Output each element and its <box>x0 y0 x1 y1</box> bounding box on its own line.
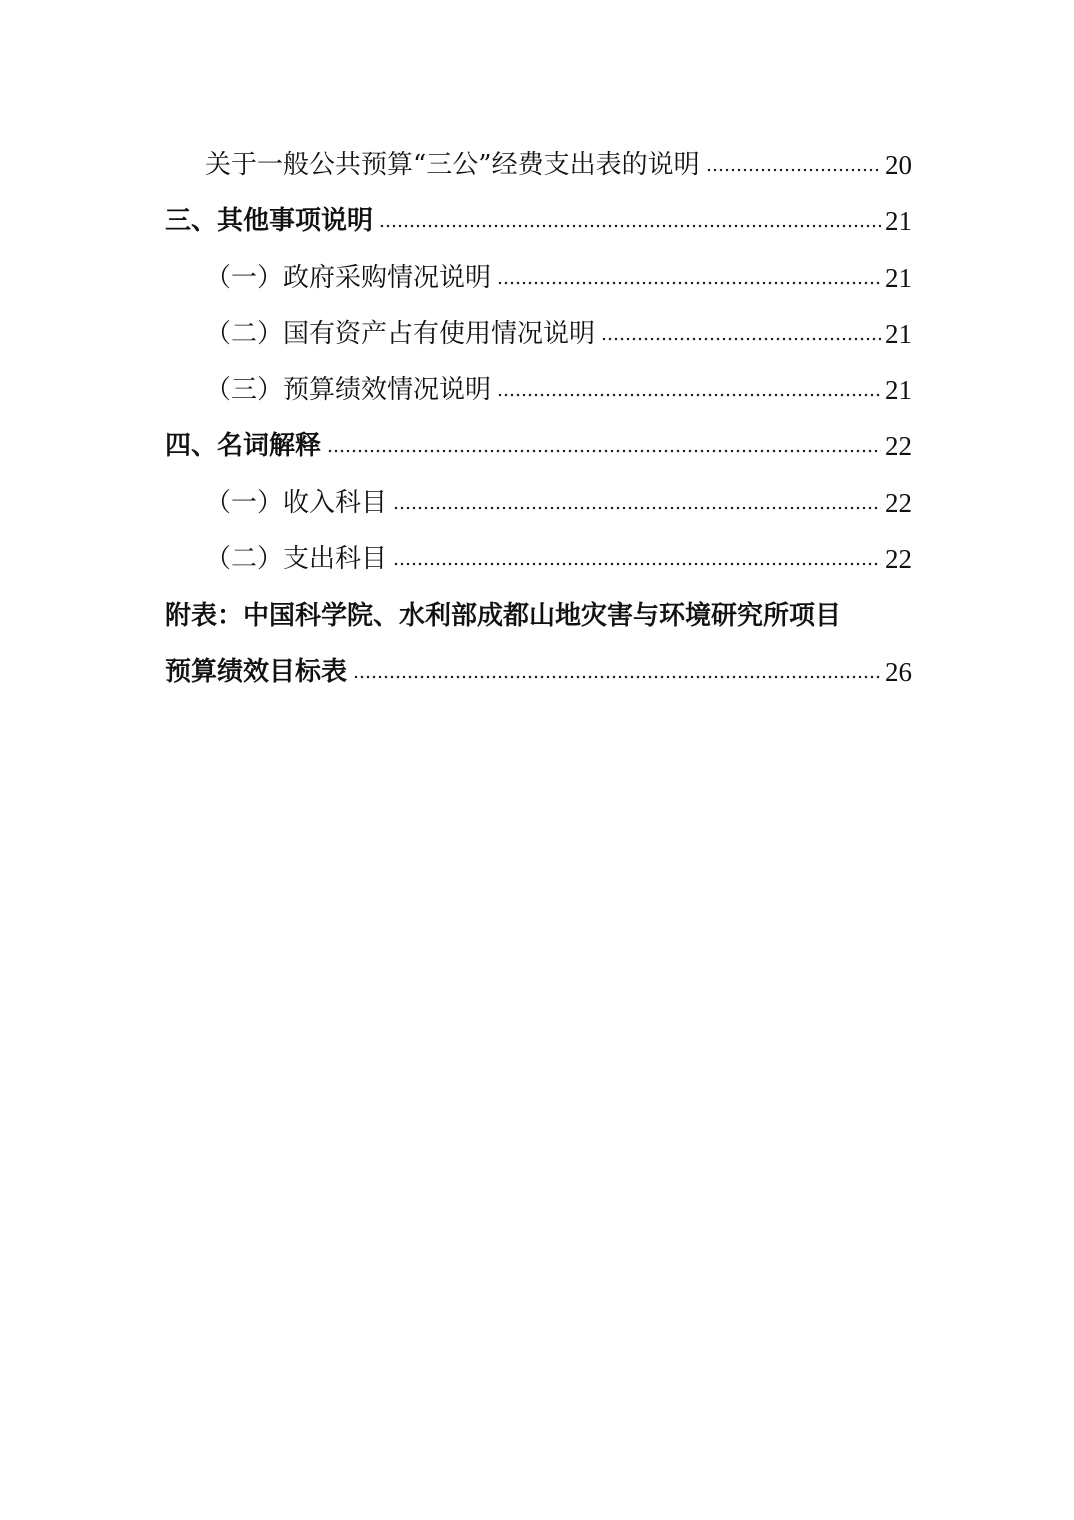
toc-entry-title: （二）支出科目 <box>205 544 388 574</box>
toc-dot-leader <box>393 503 881 513</box>
toc-entry-budget-performance[interactable] <box>205 363 912 407</box>
toc-dot-leader <box>497 278 881 288</box>
toc-entry-page: 21 <box>885 206 912 236</box>
toc-dot-leader <box>379 221 881 231</box>
toc-dot-leader <box>353 672 881 682</box>
toc-dot-leader <box>393 559 881 569</box>
toc-entry-state-assets[interactable] <box>205 307 912 351</box>
toc-entry-title: 四、名词解释 <box>165 431 322 461</box>
toc-entry-glossary[interactable] <box>165 419 912 463</box>
toc-entry-income-items[interactable] <box>205 476 912 520</box>
toc-entry-title: （三）预算绩效情况说明 <box>205 375 492 405</box>
toc-entry-appendix[interactable] <box>165 645 912 689</box>
toc-entry-page: 21 <box>885 319 912 349</box>
toc-appendix-title-line2: 预算绩效目标表 <box>165 657 348 687</box>
toc-entry-expenditure-items[interactable] <box>205 532 912 576</box>
toc-entry-sangong-expenditure[interactable] <box>205 138 912 182</box>
toc-entry-page: 20 <box>885 150 912 180</box>
toc-entry-government-procurement[interactable] <box>205 251 912 295</box>
toc-entry-title: （一）收入科目 <box>205 488 388 518</box>
toc-dot-leader <box>327 446 881 456</box>
toc-entry-title: （二）国有资产占有使用情况说明 <box>205 319 596 349</box>
toc-dot-leader <box>706 165 881 175</box>
toc-entry-page: 21 <box>885 263 912 293</box>
toc-entry-title: 关于一般公共预算“三公”经费支出表的说明 <box>205 150 700 180</box>
toc-appendix-title-line1[interactable]: 附表：中国科学院、水利部成都山地灾害与环境研究所项目 <box>165 601 842 631</box>
toc-entry-page: 21 <box>885 375 912 405</box>
toc-entry-page: 22 <box>885 431 912 461</box>
toc-entry-other-matters[interactable] <box>165 194 912 238</box>
toc-entry-title: 三、其他事项说明 <box>165 206 374 236</box>
toc-entry-page: 22 <box>885 544 912 574</box>
toc-entry-page: 26 <box>885 657 912 687</box>
toc-entry-title: （一）政府采购情况说明 <box>205 263 492 293</box>
toc-dot-leader <box>601 334 881 344</box>
toc-dot-leader <box>497 390 881 400</box>
toc-entry-page: 22 <box>885 488 912 518</box>
